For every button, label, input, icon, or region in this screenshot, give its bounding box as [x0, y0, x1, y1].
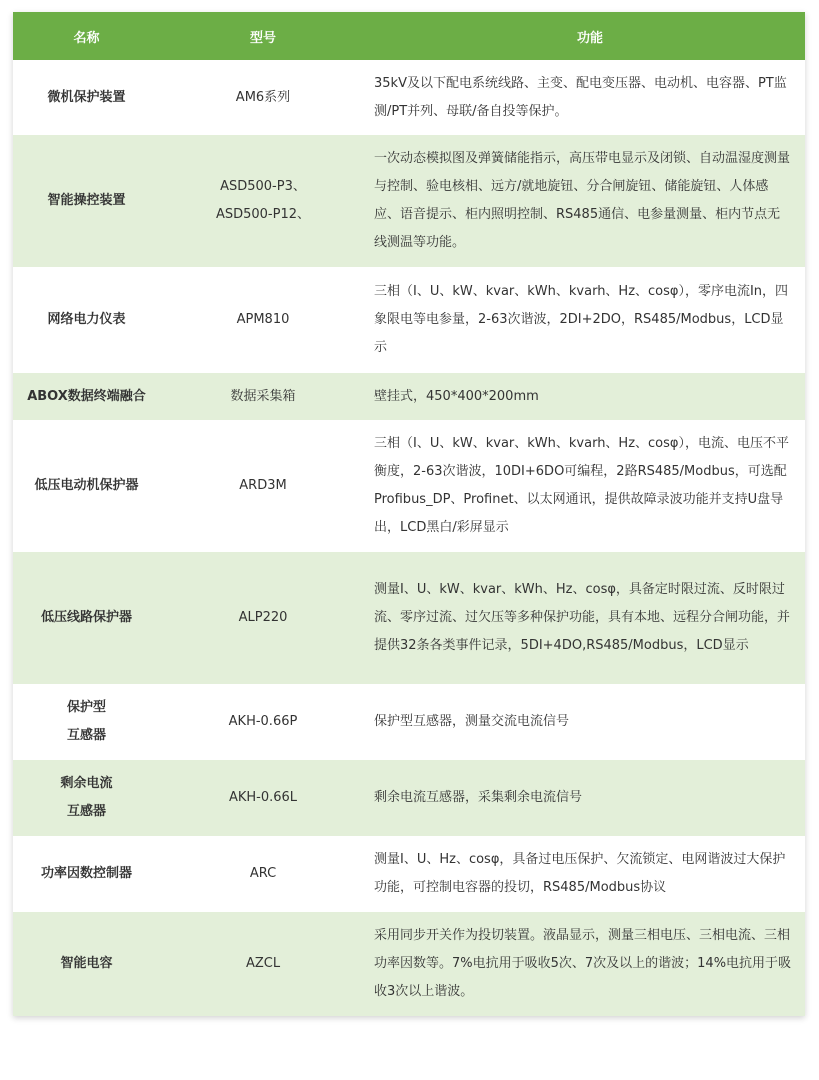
row-model: 数据采集箱 — [230, 388, 296, 404]
row-model: ARD3M — [239, 478, 287, 493]
row-function: 三相（I、U、kW、kvar、kWh、kvarh、Hz、cosφ），电流、电压不平衡度，2-63次谐波，10DI+6DO可编程，2路RS485/Modbus，可选配Profibus_DP、Profinet、以太网通讯，提供故障录波功能并支持U盘导出，LCD黑白/彩屏显示 — [374, 436, 789, 535]
row-function: 三相（I、U、kW、kvar、kWh、kvarh、Hz、cosφ），零序电流In，四象限电等电参量，2-63次谐波，2DI+2DO，RS485/Modbus，LCD显示 — [374, 284, 789, 355]
row-name: 智能电容 — [60, 956, 113, 971]
row-name: ABOX数据终端融合 — [27, 388, 146, 404]
row-name: 智能操控装置 — [47, 193, 126, 208]
table-row — [13, 912, 805, 1016]
row-function: 一次动态模拟图及弹簧储能指示，高压带电显示及闭锁、自动温湿度测量与控制、验电核相、远方/就地旋钮、分合闸旋钮、储能旋钮、人体感应、语音提示、柜内照明控制、RS485通信、电参量测量、柜内节点无线测温等功能。 — [374, 151, 791, 250]
table-header — [13, 12, 805, 60]
row-name: 功率因数控制器 — [40, 866, 132, 881]
row-model: AM6系列 — [235, 89, 291, 105]
row-model: ASD500-P3、 ASD500-P12、 — [215, 179, 311, 222]
row-function: 采用同步开关作为投切装置。液晶显示，测量三相电压、三相电流、三相功率因数等。7%电抗用于吸收5次、7次及以上的谐波；14%电抗用于吸收3次以上谐波。 — [374, 928, 792, 999]
row-function: 剩余电流互感器，采集剩余电流信号 — [374, 790, 583, 805]
row-name: 保护型 互感器 — [66, 700, 106, 743]
product-table — [13, 12, 805, 1016]
row-name: 网络电力仪表 — [47, 312, 126, 327]
row-model: APM810 — [236, 312, 290, 327]
table-row — [13, 836, 805, 912]
row-name: 微机保护装置 — [47, 89, 126, 105]
table-row — [13, 373, 805, 420]
row-name: 低压线路保护器 — [40, 610, 132, 625]
row-name: 剩余电流 互感器 — [60, 776, 113, 819]
table-row — [13, 684, 805, 760]
row-model: AKH-0.66L — [228, 790, 298, 805]
row-model: AZCL — [245, 956, 281, 971]
row-model: ALP220 — [238, 610, 288, 625]
table-row — [13, 420, 805, 552]
row-model: ARC — [249, 866, 277, 881]
table-row — [13, 267, 805, 373]
table-row — [13, 135, 805, 267]
row-function: 35kV及以下配电系统线路、主变、配电变压器、电动机、电容器、PT监测/PT并列、母联/备自投等保护。 — [374, 75, 787, 119]
table-row — [13, 60, 805, 135]
header-model: 型号 — [249, 30, 276, 46]
row-model: AKH-0.66P — [228, 714, 298, 729]
row-name: 低压电动机保护器 — [34, 478, 139, 493]
row-function: 保护型互感器，测量交流电流信号 — [374, 714, 570, 729]
row-function: 壁挂式，450*400*200mm — [374, 388, 539, 404]
row-function: 测量I、U、kW、kvar、kWh、Hz、cosφ，具备定时限过流、反时限过流、零序过流、过欠压等多种保护功能，具有本地、远程分合闸功能，并提供32条各类事件记录，5DI+4DO,RS485/Modbus，LCD显示 — [374, 582, 791, 653]
table-row — [13, 760, 805, 836]
table-row — [13, 552, 805, 684]
header-function: 功能 — [577, 30, 604, 46]
header-name: 名称 — [73, 30, 100, 46]
row-function: 测量I、U、Hz、cosφ，具备过电压保护、欠流锁定、电网谐波过大保护功能，可控制电容器的投切，RS485/Modbus协议 — [374, 852, 786, 895]
